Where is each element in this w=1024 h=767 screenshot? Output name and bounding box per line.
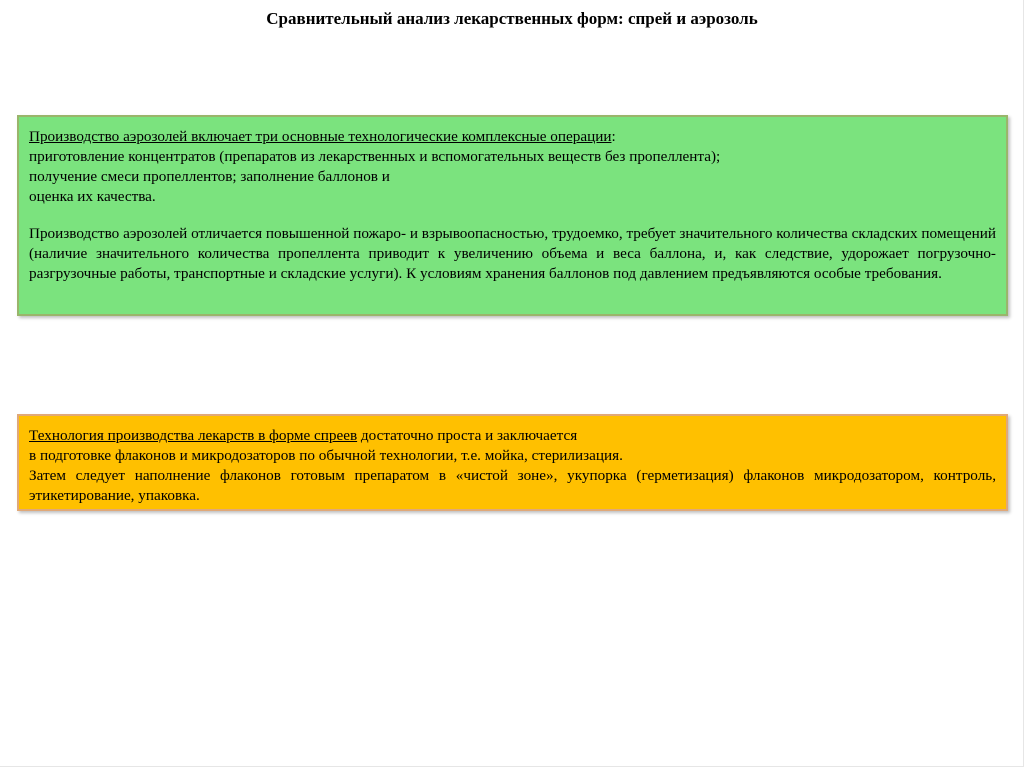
spray-filling-paragraph: Затем следует наполнение флаконов готовым препаратом в «чистой зоне», укупорка (герметизация) флаконов микродозатором, контроль, этикетирование, упаковка. — [29, 467, 996, 504]
slide-title: Сравнительный анализ лекарственных форм: спрей и аэрозоль — [266, 9, 758, 28]
aerosol-production-box — [17, 115, 1008, 316]
paragraph-gap — [29, 207, 996, 224]
spray-technology-box — [17, 414, 1008, 511]
aerosol-heading-colon: : — [611, 128, 616, 145]
aerosol-heading-line — [29, 127, 996, 147]
aerosol-heading: Производство аэрозолей включает три основные технологические комплексные операции — [29, 128, 612, 145]
aerosol-operation-3: оценка их качества. — [29, 188, 156, 205]
spray-heading-rest: достаточно проста и заключается — [357, 427, 578, 444]
aerosol-hazard-paragraph: Производство аэрозолей отличается повышенной пожаро- и взрывоопасностью, трудоемко, требует значительного количества складских помещений (наличие значительного количества пропеллента приводит к увеличению объема и веса баллона, и, как следствие, удорожает погрузочно-разгрузочные работы, транспортные и складские услуги). К условиям хранения баллонов под давлением предъявляются особые требования. — [29, 225, 996, 282]
aerosol-operation-2: получение смеси пропеллентов; заполнение баллонов и — [29, 168, 390, 185]
aerosol-operation-1: приготовление концентратов (препаратов из лекарственных и вспомогательных веществ без пропеллента); — [29, 148, 721, 165]
spray-heading: Технология производства лекарств в форме спреев — [29, 427, 358, 444]
spray-preparation-line: в подготовке флаконов и микродозаторов по обычной технологии, т.е. мойка, стерилизация. — [29, 447, 623, 464]
spray-heading-line — [29, 426, 996, 446]
